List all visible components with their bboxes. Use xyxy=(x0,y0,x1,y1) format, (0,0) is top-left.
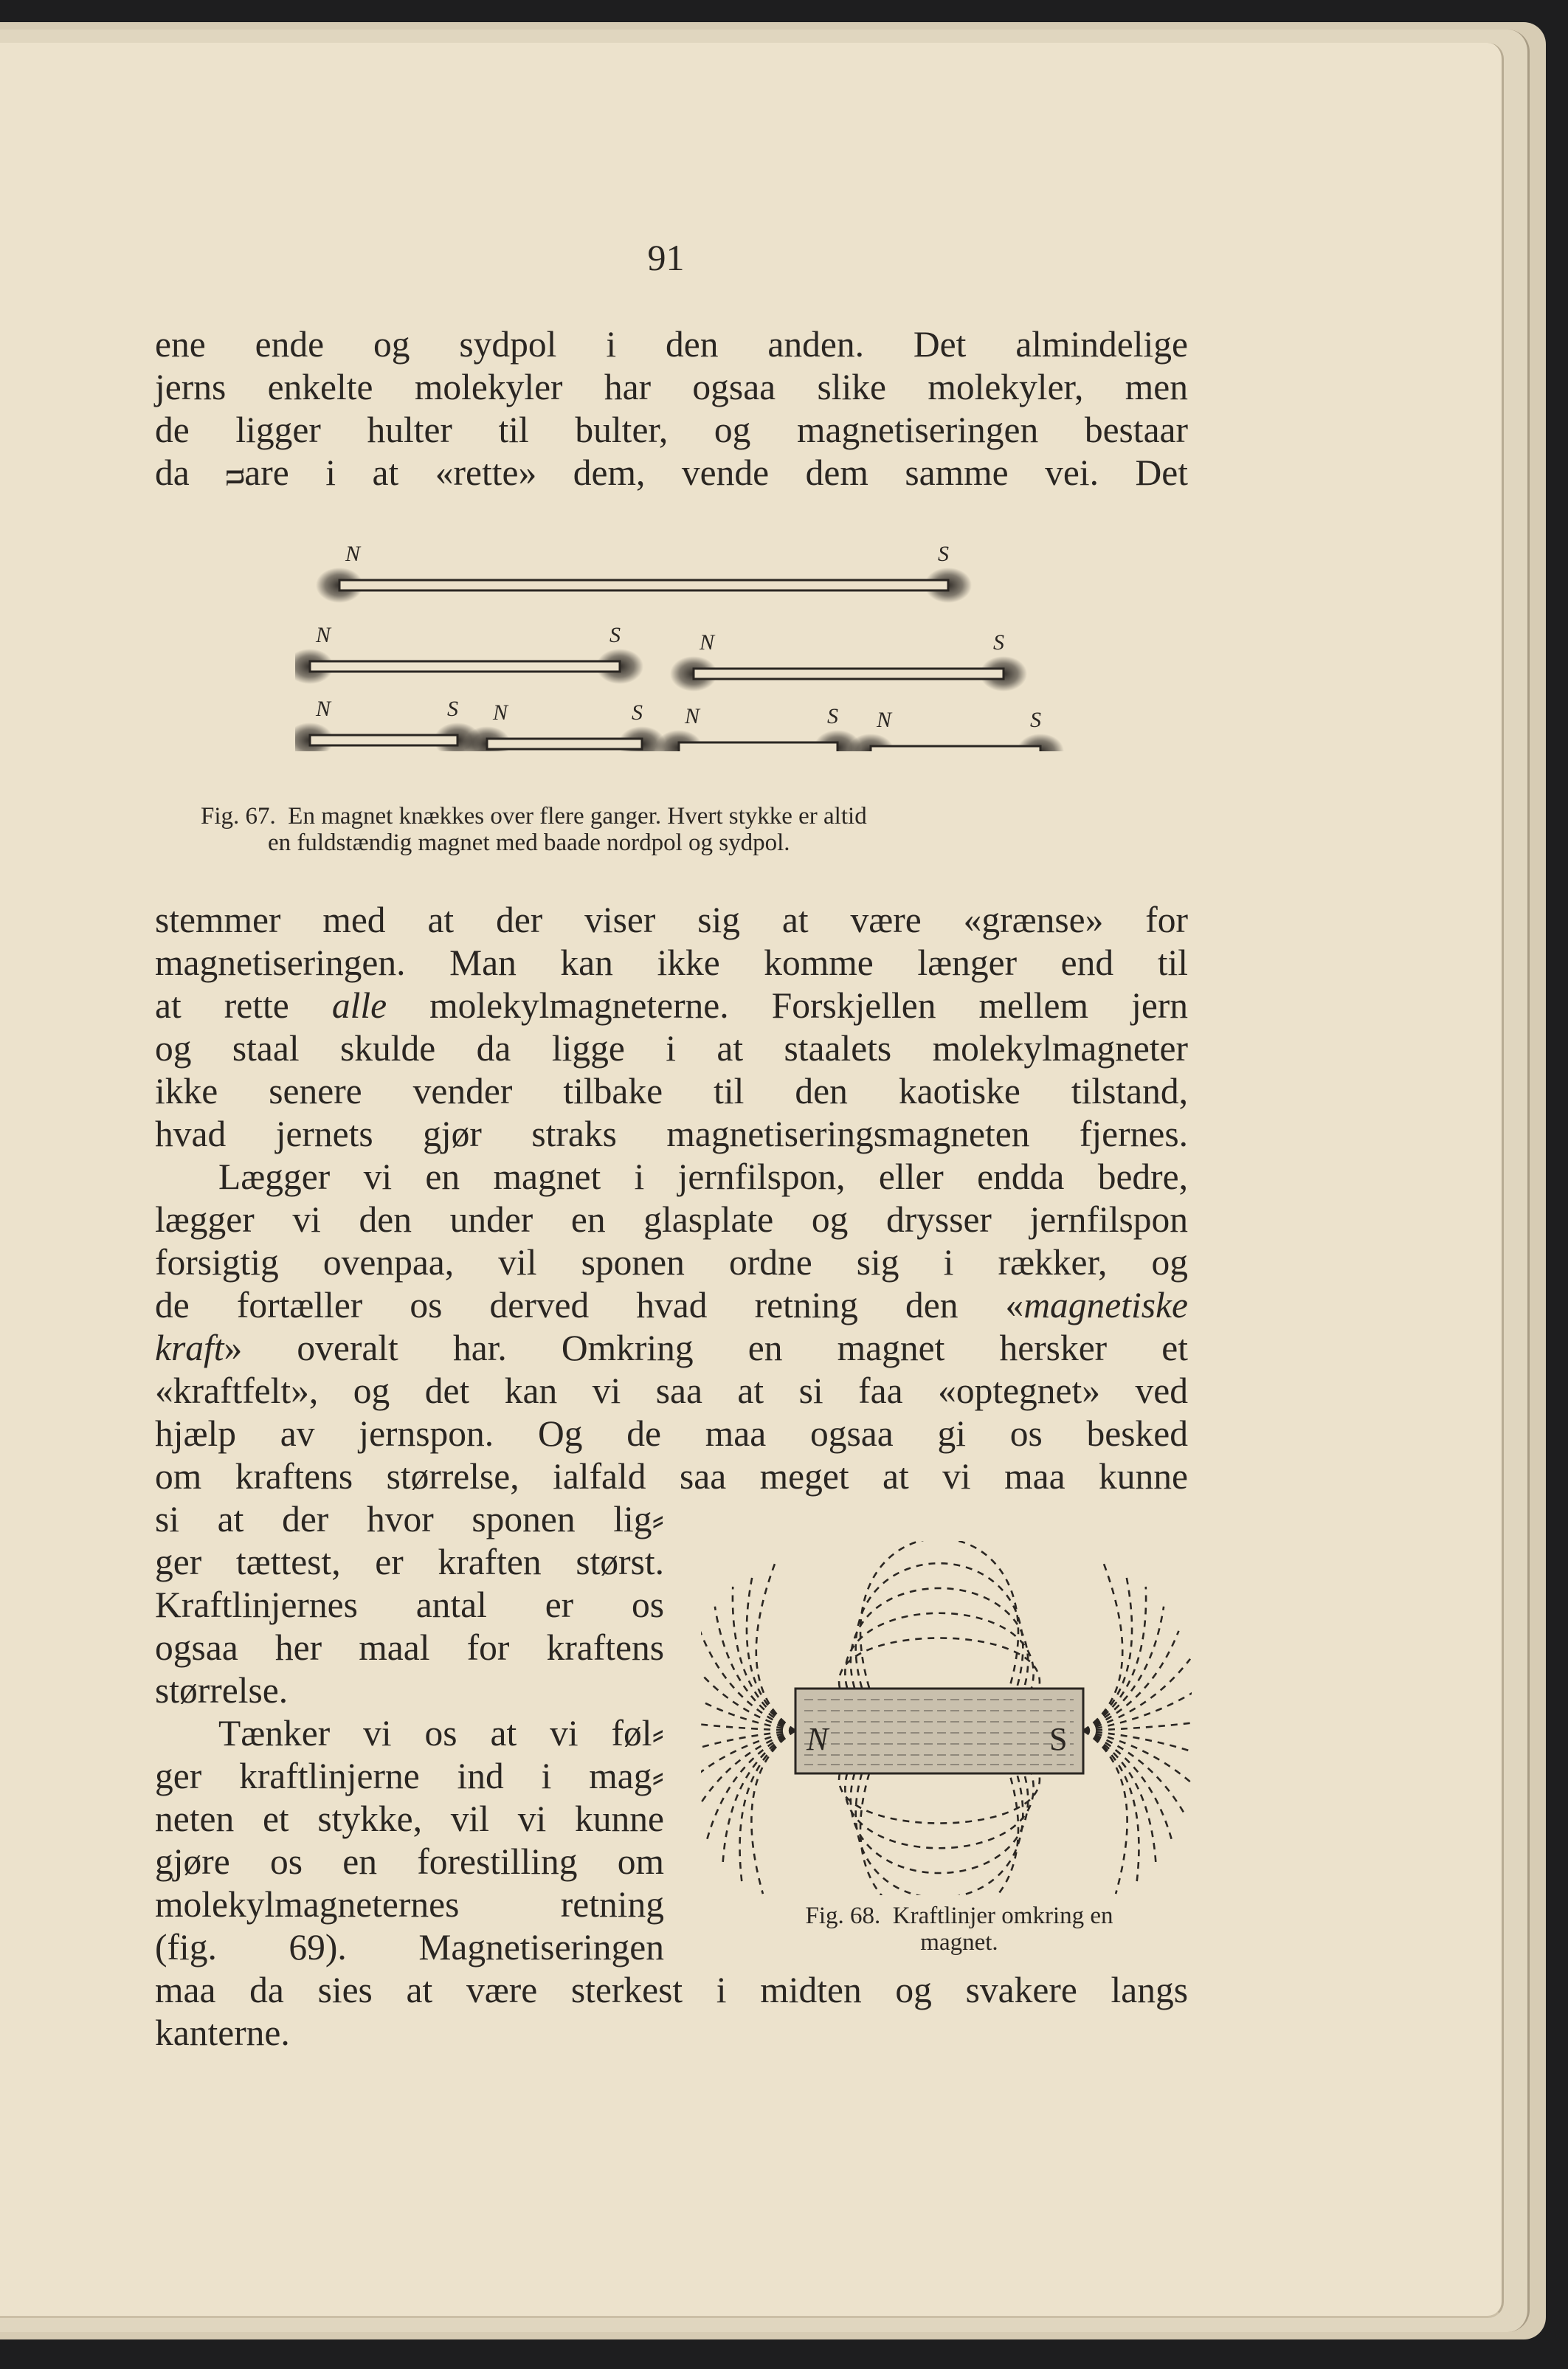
south-pole-label: S xyxy=(993,630,1004,655)
text-line: hjælp av jernspon. Og de maa ogsaa gi os besked xyxy=(155,1413,1188,1454)
text-span: at rette xyxy=(155,985,289,1026)
text-line: jerns enkelte molekyler har ogsaa slike molekyler, men xyxy=(155,367,1188,407)
field-line xyxy=(756,1563,795,1731)
figure-67-broken-magnets xyxy=(295,530,1077,751)
text-line: Kraftlinjernes antal er os xyxy=(155,1584,664,1625)
text-line: ene ende og sydpol i den anden. Det almindelige xyxy=(155,324,1188,365)
magnet-bar xyxy=(339,580,948,590)
south-pole-label: S xyxy=(827,704,838,728)
north-pole-label: N xyxy=(493,700,508,725)
south-pole-label: S xyxy=(1049,1721,1068,1757)
south-pole-label: S xyxy=(632,700,643,725)
north-pole-label: N xyxy=(316,623,331,647)
text-line: forsigtig ovenpaa, vil sponen ordne sig i rækker, og xyxy=(155,1242,1188,1283)
text-line xyxy=(155,985,1188,1027)
south-pole-label: S xyxy=(1030,708,1041,732)
text-line: molekylmagneternes retning xyxy=(155,1884,664,1925)
magnet-bars xyxy=(295,542,1064,751)
bar-magnet xyxy=(795,1689,1083,1773)
figure-68-caption-line2: magnet. xyxy=(920,1929,998,1956)
paragraph-1 xyxy=(155,323,1188,494)
north-pole-label: N xyxy=(685,704,700,728)
field-line xyxy=(860,1541,1018,1688)
text-line: si at der hvor sponen lig⸗ xyxy=(155,1499,664,1539)
text-line: Tænker vi os at vi føl⸗ xyxy=(218,1713,664,1754)
magnet-bar xyxy=(679,742,837,751)
text-line: neten et stykke, vil vi kunne xyxy=(155,1799,664,1839)
paragraph-4 xyxy=(155,1498,664,1969)
field-line xyxy=(839,1638,1040,1689)
field-line xyxy=(747,1572,795,1731)
field-line xyxy=(856,1773,1023,1895)
text-line: ger kraftlinjerne ind i mag⸗ xyxy=(155,1756,664,1796)
north-pole-label: N xyxy=(877,708,892,732)
text-line: da ᴝare i at «rette» dem, vende dem samme vei. Det xyxy=(155,452,1188,493)
north-pole-label: N xyxy=(700,630,715,655)
field-line xyxy=(839,1773,1040,1824)
figure-67-caption-line2: en fuldstændig magnet med baade nordpol og sydpol. xyxy=(268,830,790,856)
north-pole-label: N xyxy=(345,542,361,566)
north-pole-label: N xyxy=(807,1721,829,1757)
text-line: lægger vi den under en glasplate og drysser jernfilspon xyxy=(155,1199,1188,1240)
field-line xyxy=(845,1613,1033,1688)
text-line: kanterne. xyxy=(155,2013,290,2053)
text-line: (fig. 69). Magnetiseringen xyxy=(155,1927,664,1968)
paragraph-3 xyxy=(155,1156,1188,1498)
text-line: størrelse. xyxy=(155,1670,289,1711)
paragraph-2 xyxy=(155,899,1188,1156)
field-line xyxy=(1083,1731,1127,1894)
south-pole-label: S xyxy=(609,623,621,647)
text-span: » overalt har. Omkring en magnet hersker et xyxy=(224,1328,1188,1368)
text-span: de fortæller os derved hvad retning den « xyxy=(155,1285,1024,1325)
field-line xyxy=(845,1773,1033,1848)
text-line: ger tættest, er kraften størst. xyxy=(155,1542,664,1582)
emphasis-kraft: kraft xyxy=(155,1328,224,1368)
field-line xyxy=(706,1731,795,1842)
field-line xyxy=(851,1773,1028,1873)
field-line xyxy=(1083,1731,1156,1864)
field-line xyxy=(1083,1731,1172,1842)
field-line xyxy=(751,1731,795,1894)
text-line: og staal skulde da ligge i at staalets molekylmagneter xyxy=(155,1028,1188,1069)
north-pole-label: N xyxy=(316,697,331,721)
magnet-bar xyxy=(694,669,1004,679)
text-line: stemmer med at der viser sig at være «grænse» for xyxy=(155,900,1188,940)
text-line: maa da sies at være sterkest i midten og svakere langs xyxy=(155,1970,1188,2010)
page-number: 91 xyxy=(647,237,685,278)
text-line: ikke senere vender tilbake til den kaotiske tilstand, xyxy=(155,1071,1188,1111)
field-line xyxy=(1083,1659,1190,1731)
magnet-bar xyxy=(310,661,620,672)
text-line: om kraftens størrelse, ialfald saa meget at vi maa kunne xyxy=(155,1456,1188,1497)
text-line: gjøre os en forestilling om xyxy=(155,1841,664,1882)
book-page xyxy=(0,43,1504,2318)
figure-68-label: Fig. 68. xyxy=(805,1903,881,1929)
field-line xyxy=(851,1588,1028,1688)
emphasis-alle: alle xyxy=(331,985,387,1026)
text-line: Lægger vi en magnet i jernfilspon, eller endda bedre, xyxy=(218,1156,1188,1197)
magnet-bar xyxy=(871,746,1040,751)
field-line xyxy=(722,1731,795,1864)
emphasis-magnetiske: magnetiske xyxy=(1023,1285,1188,1325)
field-line xyxy=(715,1607,795,1731)
text-line: «kraftfelt», og det kan vi saa at si faa «optegnet» ved xyxy=(155,1370,1188,1411)
text-line: hvad jernets gjør straks magnetiseringsmagneten fjernes. xyxy=(155,1114,1188,1154)
figure-68-field-lines xyxy=(701,1541,1192,1895)
field-line xyxy=(1083,1607,1164,1731)
south-pole-label: S xyxy=(447,697,458,721)
field-line xyxy=(1083,1572,1132,1731)
text-line: ogsaa her maal for kraftens xyxy=(155,1627,664,1668)
magnet-bar xyxy=(487,739,642,749)
figure-67-caption-line1: En magnet knækkes over flere ganger. Hvert stykke er altid xyxy=(288,803,867,830)
text-line xyxy=(155,1284,1188,1327)
figure-67-label: Fig. 67. xyxy=(201,803,276,830)
south-pole-label: S xyxy=(938,542,949,566)
paragraph-5 xyxy=(155,1969,1188,2055)
text-span: molekylmagneterne. Forskjellen mellem jern xyxy=(429,985,1189,1026)
figure-67-caption xyxy=(201,803,1160,856)
text-line xyxy=(155,1327,1188,1370)
text-line: de ligger hulter til bulter, og magnetiseringen bestaar xyxy=(155,410,1188,450)
field-line xyxy=(860,1773,1018,1895)
field-line xyxy=(1083,1563,1122,1731)
figure-68-caption-line1: Kraftlinjer omkring en xyxy=(892,1903,1113,1929)
magnet-bar xyxy=(310,735,457,745)
text-line: magnetiseringen. Man kan ikke komme længer end til xyxy=(155,942,1188,983)
figure-68-caption xyxy=(738,1903,1181,1956)
